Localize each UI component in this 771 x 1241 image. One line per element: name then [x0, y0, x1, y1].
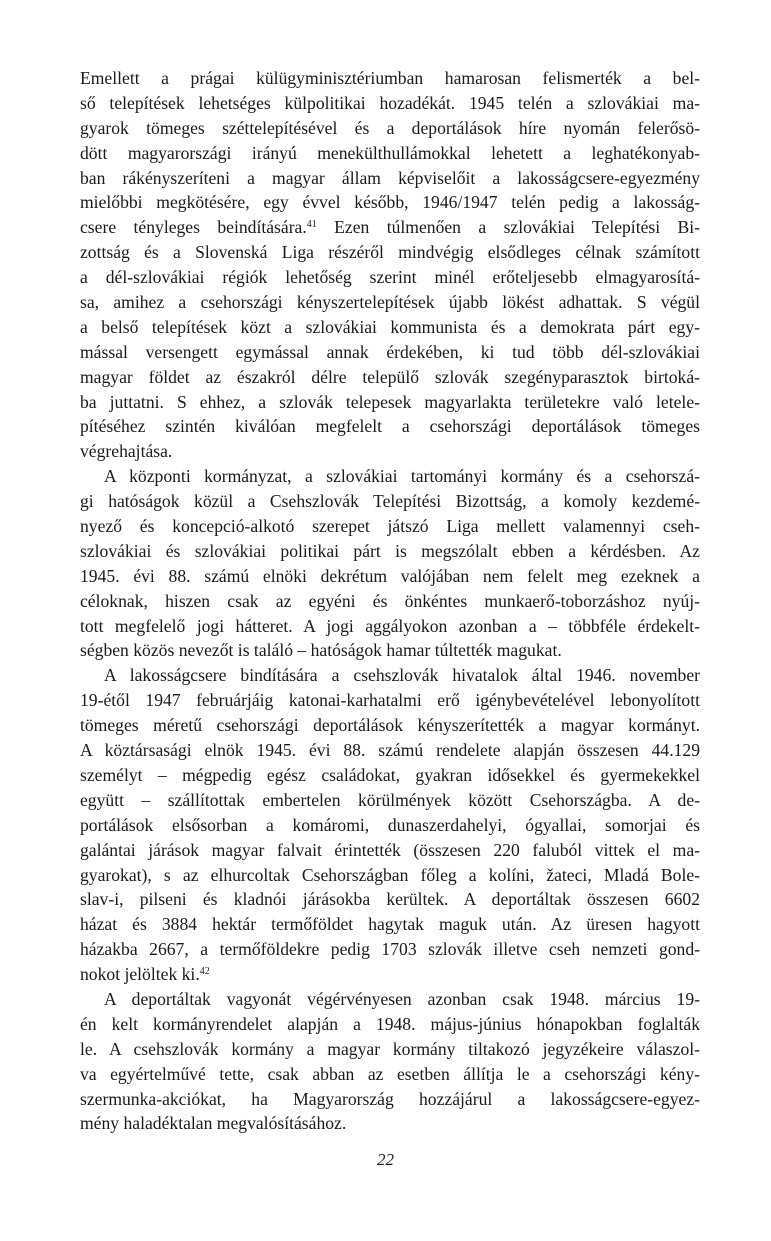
line-text: mény haladéktalan megvalósításához. [80, 1113, 347, 1134]
text-line [80, 763, 700, 788]
line-text: A deportáltak vagyonát végérvényesen azonban csak 1948. március 19- [104, 988, 700, 1009]
text-line [80, 713, 700, 738]
text-line [80, 638, 700, 663]
line-text: le. A csehszlovák kormány a magyar kormány tiltakozó jegyzékeire válaszol- [80, 1038, 700, 1059]
text-line [80, 589, 700, 614]
text-line [80, 1087, 700, 1112]
line-text: a dél-szlovákiai régiók lehetőség szerint minél erőteljesebb elmagyarosítá- [80, 267, 700, 288]
line-text: csere tényleges beindítására. [80, 217, 307, 238]
line-text: ségben közös nevezőt is találó – hatóságok hamar túltették magukat. [80, 640, 562, 661]
paragraph [80, 66, 700, 464]
line-text: ban rákényszeríteni a magyar állam képviselőit a lakosságcsere-egyezmény [80, 167, 700, 188]
text-line [80, 987, 700, 1012]
text-line [80, 66, 700, 91]
line-text: 1945. évi 88. számú elnöki dekrétum valójában nem felelt meg ezeknek a [80, 565, 700, 586]
text-line [80, 514, 700, 539]
text-line [80, 116, 700, 141]
line-text: slav-i, pilseni és kladnói járásokba kerültek. A deportáltak összesen 6602 [80, 889, 700, 910]
line-text: a belső telepítések közt a szlovákiai kommunista és a demokrata párt egy- [80, 316, 700, 337]
line-text: szermunka-akciókat, ha Magyarország hozzájárul a lakosságcsere-egyez- [80, 1088, 700, 1109]
text-line [80, 414, 700, 439]
text-line [80, 738, 700, 763]
line-text: ba juttatni. S ehhez, a szlovák telepesek magyarlakta területekre való letele- [80, 391, 700, 412]
text-line [80, 315, 700, 340]
line-text: dött magyarországi irányú menekülthullámokkal lehetett a leghatékonyab- [80, 142, 700, 163]
text-line [80, 663, 700, 688]
line-text: szlovákiai és szlovákiai politikai párt is megszólalt ebben a kérdésben. Az [80, 540, 700, 561]
line-text: A köztársasági elnök 1945. évi 88. számú rendelete alapján összesen 44.129 [80, 740, 700, 761]
line-text: én kelt kormányrendelet alapján a 1948. május-június hónapokban foglalták [80, 1013, 700, 1034]
line-text: va egyértelművé tette, csak abban az esetben állítja le a csehországi kény- [80, 1063, 700, 1084]
line-text: pítéséhez szintén kiválóan megfelelt a csehországi deportálások tömeges [80, 416, 700, 437]
text-line [80, 439, 700, 464]
text-line [80, 564, 700, 589]
paragraph [80, 987, 700, 1136]
text-line [80, 1111, 700, 1136]
footnote-ref: 42 [199, 966, 210, 978]
text-line [80, 838, 700, 863]
page-number: 22 [377, 1150, 394, 1169]
text-line [80, 166, 700, 191]
text-line [80, 539, 700, 564]
text-line [80, 489, 700, 514]
line-text: magyar földet az északról délre települő szlovák szegényparasztok birtoká- [80, 366, 700, 387]
line-text: sa, amihez a csehországi kényszertelepítések újabb lökést adhattak. S végül [80, 292, 700, 313]
line-text: végrehajtása. [80, 441, 173, 462]
text-line [80, 215, 700, 240]
paragraph [80, 663, 700, 987]
text-line [80, 962, 700, 987]
line-text: A lakosságcsere bindítására a csehszlovák hivatalok által 1946. november [104, 665, 700, 686]
line-text: nokot jelöltek ki. [80, 964, 200, 985]
line-text: Emellett a prágai külügyminisztériumban hamarosan felismerték a bel- [80, 68, 700, 88]
text-line [80, 464, 700, 489]
line-text: 19-étől 1947 februárjáig katonai-karhatalmi erő igénybevételével lebonyolított [80, 690, 700, 711]
text-line [80, 912, 700, 937]
text-line [80, 688, 700, 713]
text-line [80, 290, 700, 315]
line-text: tömeges méretű csehországi deportálások kényszerítették a magyar kormányt. [80, 715, 700, 736]
line-text: személyt – mégpedig egész családokat, gyakran idősekkel és gyermekekkel [80, 764, 700, 785]
line-text: A központi kormányzat, a szlovákiai tartományi kormány és a csehorszá- [104, 466, 700, 487]
line-text: együtt – szállítottak embertelen körülmények között Csehországba. A de- [80, 789, 700, 810]
text-line [80, 937, 700, 962]
line-text-continued: Ezen túlmenően a szlovákiai Telepítési Bi- [316, 217, 701, 238]
line-text: házat és 3884 hektár termőföldet hagytak maguk után. Az üresen hagyott [80, 914, 700, 935]
text-line [80, 365, 700, 390]
text-line [80, 614, 700, 639]
line-text: mással versengett egymással annak érdekében, ki tud több dél-szlovákiai [80, 341, 700, 362]
text-line [80, 863, 700, 888]
line-text: nyező és koncepció-alkotó szerepet játszó Liga mellett valamennyi cseh- [80, 516, 700, 537]
line-text: ső telepítések lehetséges külpolitikai hozadékát. 1945 telén a szlovákiai ma- [80, 92, 700, 113]
paragraph [80, 464, 700, 663]
text-line [80, 887, 700, 912]
text-line [80, 190, 700, 215]
text-line [80, 1012, 700, 1037]
line-text: tott megfelelő jogi hátteret. A jogi aggályokon azonban a – többféle érdekelt- [80, 615, 700, 636]
text-line [80, 390, 700, 415]
line-text: céloknak, hiszen csak az egyéni és önkéntes munkaerő-toborzáshoz nyúj- [80, 590, 700, 611]
line-text: mielőbbi megkötésére, egy évvel később, 1946/1947 telén pedig a lakosság- [80, 192, 700, 213]
text-line [80, 1062, 700, 1087]
text-line [80, 91, 700, 116]
footnote-ref: 41 [306, 219, 317, 231]
text-line [80, 813, 700, 838]
text-line [80, 141, 700, 166]
text-line [80, 1037, 700, 1062]
line-text: gyarok tömeges széttelepítésével és a deportálások híre nyomán felerősö- [80, 117, 700, 138]
line-text: gyarokat), s az elhurcoltak Csehországban főleg a kolíni, žateci, Mladá Bole- [80, 864, 700, 885]
line-text: portálások elsősorban a komáromi, dunaszerdahelyi, ógyallai, somorjai és [80, 814, 700, 835]
line-text: házakba 2667, a termőföldekre pedig 1703 szlovák illetve cseh nemzeti gond- [80, 939, 700, 960]
document-body [80, 66, 700, 1136]
line-text: zottság és a Slovenská Liga részéről mindvégig elsődleges célnak számított [80, 242, 700, 263]
text-line [80, 340, 700, 365]
text-line [80, 788, 700, 813]
text-line [80, 240, 700, 265]
line-text: galántai járások magyar falvait érintették (összesen 220 faluból vittek el ma- [80, 839, 700, 860]
line-text: gi hatóságok közül a Csehszlovák Telepítési Bizottság, a komoly kezdemé- [80, 491, 700, 512]
text-line [80, 265, 700, 290]
